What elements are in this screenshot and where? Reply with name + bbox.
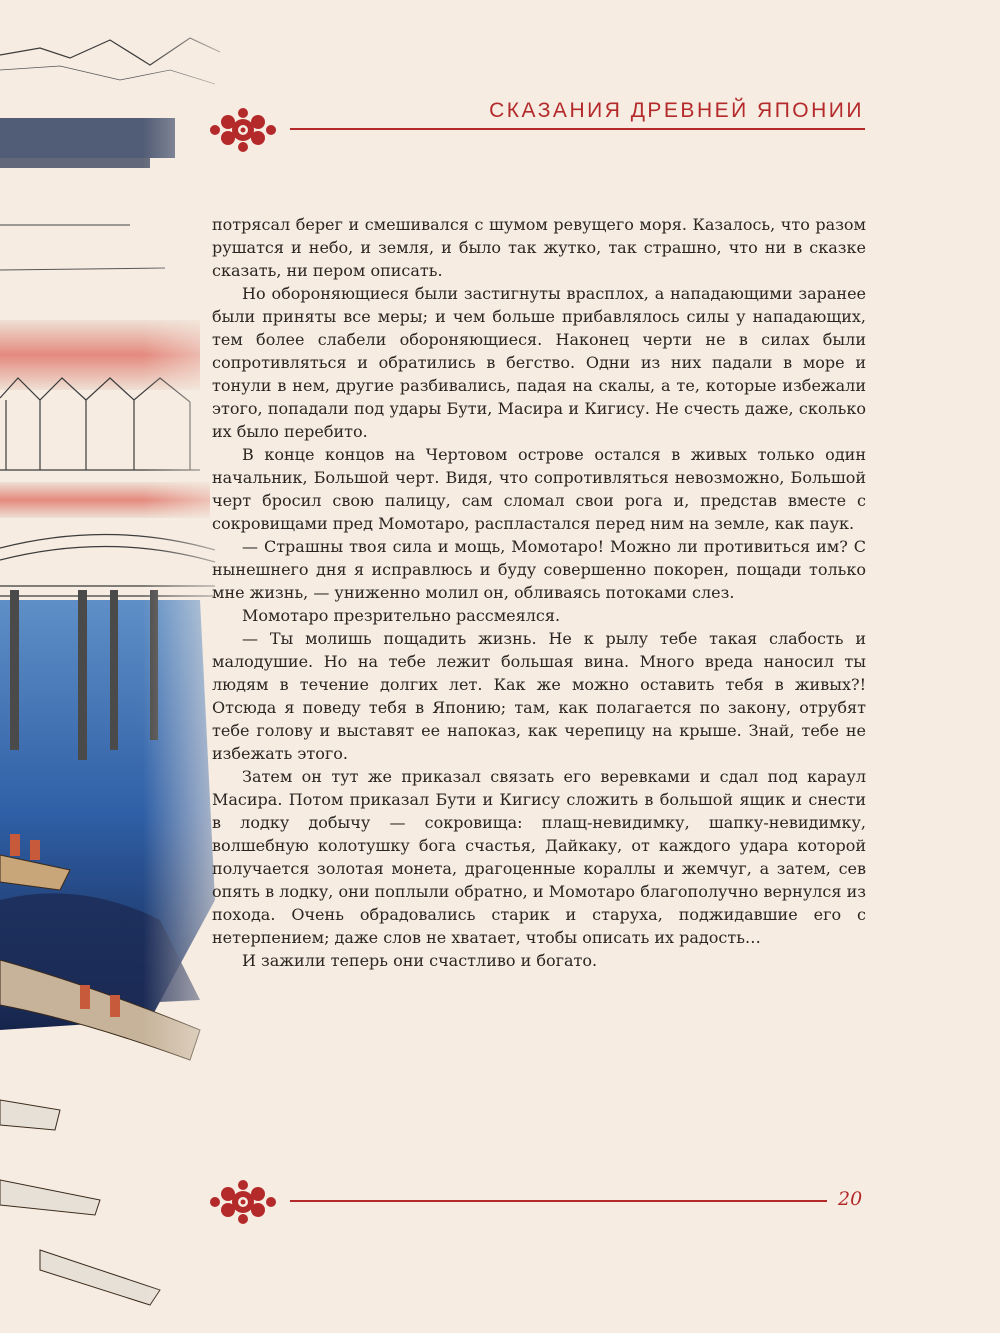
paragraph: Затем он тут же приказал связать его веревками и сдал под караул Масира. Потом приказал Бути и Кигису сложить в большой ящик и снести в лодку добычу — сокровища: плащ-невидимку, шапку-невидимку, волшебную колотушку бога счастья, Дайкаку, от каждого удара которой получается золотая монета, драгоценные кораллы и жемчуг, а затем, сев опять в лодку, они поплыли обратно, и Момотаро благополучно вернулся из похода. Очень обрадовались старик и старуха, поджидавшие его с нетерпением; даже слов не хватает, чтобы описать их радость…: [212, 767, 866, 947]
paragraph: Но обороняющиеся были застигнуты врасплох, а нападающими заранее были приняты все меры; и чем больше прибавлялось силы у нападающих, тем более слабели обороняющиеся. Наконец черти не в силах были сопротивляться и обратились в бегство. Одни из них падали в море и тонули в нем, другие разбивались, падая на скалы, а те, которые избежали этого, попадали под удары Бути, Масира и Кигису. Не счесть даже, сколько их было перебито.: [212, 284, 866, 441]
paragraph: И зажили теперь они счастливо и богато.: [242, 951, 598, 970]
footer-rule: [290, 1200, 827, 1202]
paragraph: потрясал берег и смешивался с шумом ревущего моря. Казалось, что разом рушатся и небо, и земля, и было так жутко, так страшно, что ни в сказке сказать, ни пером описать.: [212, 215, 866, 280]
paragraph: — Страшны твоя сила и мощь, Момотаро! Можно ли противиться им? С нынешнего дня я исправлюсь и буду совершенно покорен, пощади только мне жизнь, — униженно молил он, обливаясь потоками слез.: [212, 537, 866, 602]
header-rule: [290, 128, 865, 130]
paragraph: Момотаро презрительно рассмеялся.: [242, 606, 561, 625]
paragraph: В конце концов на Чертовом острове остался в живых только один начальник, Большой черт. Видя, что сопротивляться невозможно, Большой черт бросил свою палицу, сам сломал свои рога и, представ вместе с сокровищами пред Момотаро, распластался перед ним на земле, как паук.: [212, 445, 866, 533]
story-text: [212, 213, 866, 972]
red-scroll-ornament-icon: [208, 1179, 278, 1225]
running-header-title: СКАЗАНИЯ ДРЕВНЕЙ ЯПОНИИ: [489, 99, 864, 122]
page-number: 20: [838, 1188, 863, 1210]
red-scroll-ornament-icon: [208, 107, 278, 153]
paragraph: — Ты молишь пощадить жизнь. Не к рылу тебе такая слабость и малодушие. Но на тебе лежит большая вина. Много вреда наносил ты людям в течение долгих лет. Как же можно оставить тебя в живых?! Отсюда я поведу тебя в Японию; там, как полагается по закону, отрубят тебе голову и выставят ее напоказ, как черепицу на крыше. Знай, тебе не избежать этого.: [212, 629, 866, 763]
